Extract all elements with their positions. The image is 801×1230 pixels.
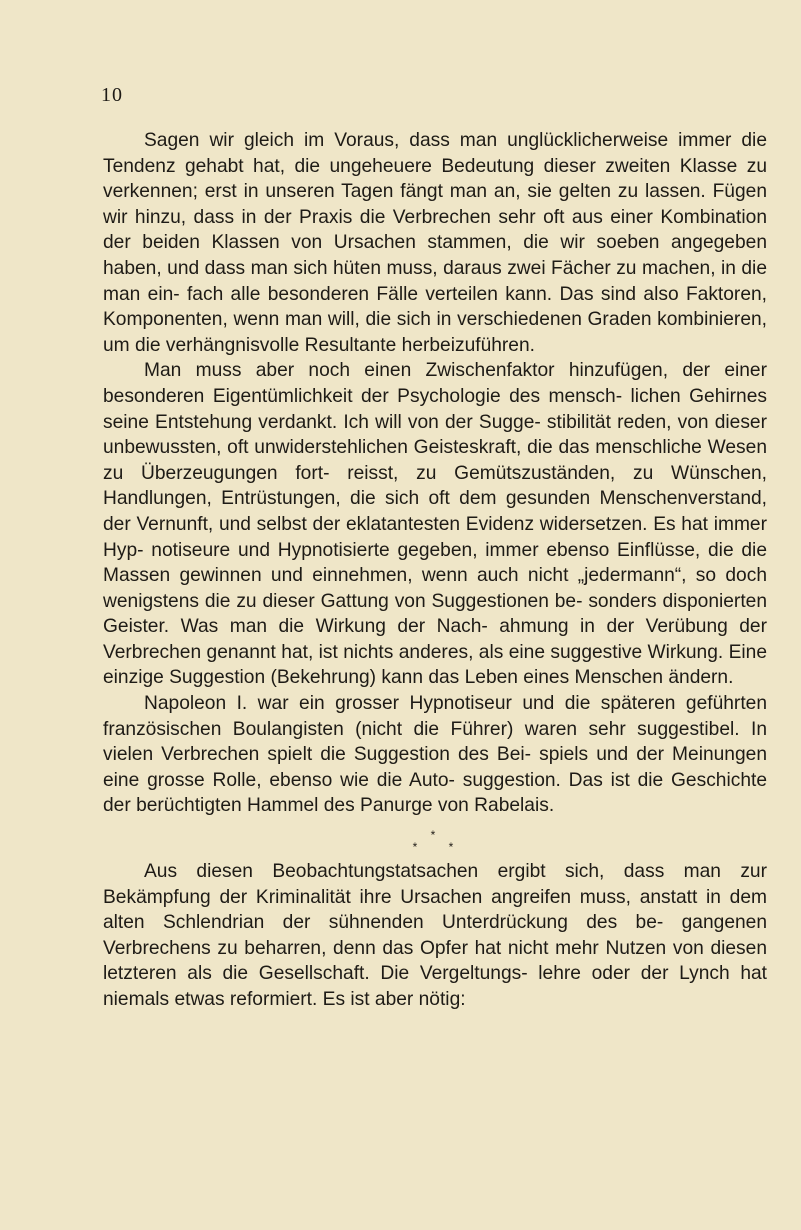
page-number: 10 xyxy=(101,84,123,106)
separator-star-top: * xyxy=(430,828,436,843)
section-separator xyxy=(103,819,767,859)
paragraph-4: Aus diesen Beobachtungstatsachen ergibt sich, dass man zur Bekämpfung der Kriminalität ihre Ursachen angreifen muss, anstatt in dem alten Schlendrian der sühnenden Unterdrückung des be- gangenen Verbrechens zu beharren, denn das Opfer hat nicht mehr Nutzen von diesen letzteren als die Gesellschaft. Die Vergeltungs- lehre oder der Lynch hat niemals etwas reformiert. Es ist aber nötig: xyxy=(103,861,767,1010)
paragraph-1: Sagen wir gleich im Voraus, dass man unglücklicherweise immer die Tendenz gehabt hat, die ungeheuere Bedeutung dieser zweiten Klasse zu verkennen; erst in unseren Tagen fängt man an, sie gelten zu lassen. Fügen wir hinzu, dass in der Praxis die Verbrechen sehr oft aus einer Kombination der beiden Klassen von Ursachen stammen, die wir soeben angegeben haben, und dass man sich hüten muss, daraus zwei Fächer zu machen, in die man ein- fach alle besonderen Fälle verteilen kann. Das sind also Faktoren, Komponenten, wenn man will, die sich in verschiedenen Graden kombinieren, um die verhängnisvolle Resultante herbeizuführen. xyxy=(103,130,767,356)
separator-star-left: * xyxy=(412,840,418,855)
separator-star-right: * xyxy=(448,840,454,855)
paragraph-2: Man muss aber noch einen Zwischenfaktor hinzufügen, der einer besonderen Eigentümlichkeit der Psychologie des mensch- lichen Gehirnes seine Entstehung verdankt. Ich will von der Sugge- stibilität reden, von dieser unbewussten, oft unwiderstehlichen Geisteskraft, die das menschliche Wesen zu Überzeugungen fort- reisst, zu Gemütszuständen, zu Wünschen, Handlungen, Entrüstungen, die sich oft dem gesunden Menschenverstand, der Vernunft, und selbst der eklatantesten Evidenz widersetzen. Es hat immer Hyp- notiseure und Hypnotisierte gegeben, immer ebenso Einflüsse, die die Massen gewinnen und einnehmen, wenn auch nicht „jedermann“, so doch wenigstens die zu dieser Gattung von Suggestionen be- sonders disponierten Geister. Was man die Wirkung der Nach- ahmung in der Verübung der Verbrechen genannt hat, ist nichts anderes, als eine suggestive Wirkung. Eine einzige Suggestion (Bekehrung) kann das Leben eines Menschen ändern. xyxy=(103,360,767,689)
paragraph-3: Napoleon I. war ein grosser Hypnotiseur und die späteren geführten französischen Boulangisten (nicht die Führer) waren sehr suggestibel. In vielen Verbrechen spielt die Suggestion des Bei- spiels und der Meinungen eine grosse Rolle, ebenso wie die Auto- suggestion. Das ist die Geschichte der berüchtigten Hammel des Panurge von Rabelais. xyxy=(103,693,767,817)
body-text xyxy=(103,128,767,1013)
